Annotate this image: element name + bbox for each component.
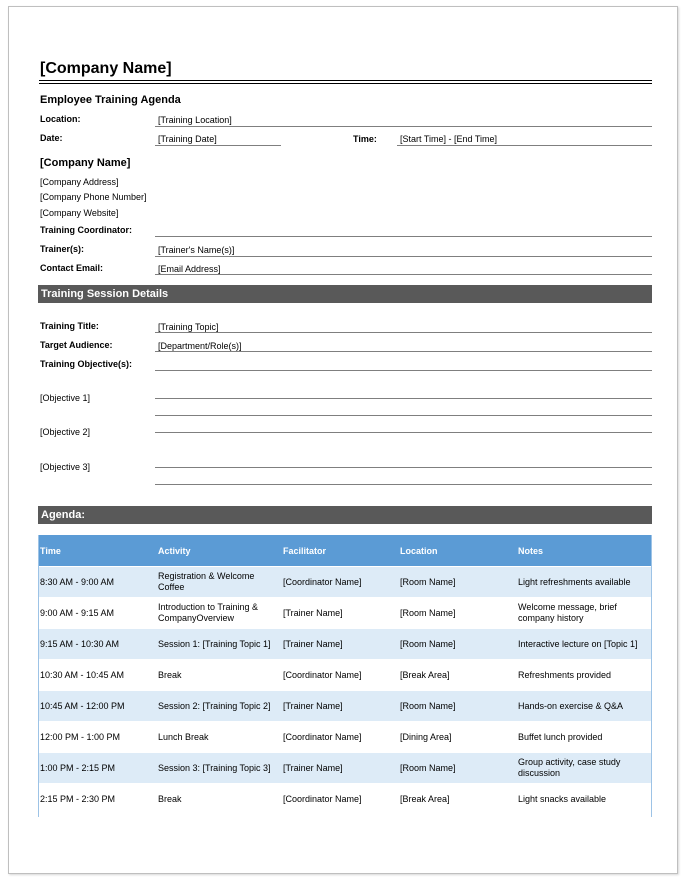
audience-value[interactable]: [Department/Role(s)]: [158, 341, 242, 351]
cell-notes[interactable]: Buffet lunch provided: [516, 722, 652, 753]
agenda-header-row: [38, 535, 652, 567]
title-rule-thick: [39, 80, 652, 81]
company-name-heading: [Company Name]: [40, 157, 131, 169]
cell-time[interactable]: 10:30 AM - 10:45 AM: [38, 660, 156, 691]
trainer-value[interactable]: [Trainer's Name(s)]: [158, 245, 235, 255]
col-header-location: Location: [398, 535, 516, 567]
cell-facilitator[interactable]: [Coordinator Name]: [281, 722, 398, 753]
objective-1-line-a: [155, 398, 652, 399]
training-title-line: [155, 332, 652, 333]
trainer-label: Trainer(s):: [40, 244, 85, 254]
audience-line: [155, 351, 652, 352]
cell-activity[interactable]: Lunch Break: [156, 722, 281, 753]
email-line: [155, 274, 652, 275]
objective-2[interactable]: [Objective 2]: [40, 427, 91, 437]
cell-activity[interactable]: Session 3: [Training Topic 3]: [156, 753, 281, 784]
location-line: [155, 126, 652, 127]
time-label: Time:: [353, 134, 377, 144]
col-header-activity: Activity: [156, 535, 281, 567]
document-subtitle: Employee Training Agenda: [40, 94, 181, 106]
date-value[interactable]: [Training Date]: [158, 134, 217, 144]
table-row: [38, 691, 652, 722]
table-row: [38, 598, 652, 629]
cell-time[interactable]: 12:00 PM - 1:00 PM: [38, 722, 156, 753]
cell-location[interactable]: [Room Name]: [398, 691, 516, 722]
company-phone[interactable]: [Company Phone Number]: [40, 192, 147, 202]
table-row: [38, 629, 652, 660]
cell-notes[interactable]: Light refreshments available: [516, 567, 652, 598]
email-value[interactable]: [Email Address]: [158, 264, 221, 274]
cell-time[interactable]: 1:00 PM - 2:15 PM: [38, 753, 156, 784]
cell-facilitator[interactable]: [Coordinator Name]: [281, 660, 398, 691]
title-rule-thin: [39, 83, 652, 84]
table-row: [38, 753, 652, 784]
email-label: Contact Email:: [40, 263, 104, 273]
cell-notes[interactable]: Light snacks available: [516, 784, 652, 815]
cell-facilitator[interactable]: [Coordinator Name]: [281, 567, 398, 598]
col-header-notes: Notes: [516, 535, 652, 567]
cell-location[interactable]: [Room Name]: [398, 629, 516, 660]
cell-activity[interactable]: Session 2: [Training Topic 2]: [156, 691, 281, 722]
cell-location[interactable]: [Break Area]: [398, 660, 516, 691]
location-value[interactable]: [Training Location]: [158, 115, 232, 125]
objective-3-line-a: [155, 467, 652, 468]
cell-facilitator[interactable]: [Trainer Name]: [281, 629, 398, 660]
cell-time[interactable]: 8:30 AM - 9:00 AM: [38, 567, 156, 598]
cell-facilitator[interactable]: [Trainer Name]: [281, 691, 398, 722]
time-value[interactable]: [Start Time] - [End Time]: [400, 134, 498, 144]
cell-location[interactable]: [Dining Area]: [398, 722, 516, 753]
trainer-line: [155, 256, 652, 257]
cell-notes[interactable]: Welcome message, brief company history: [516, 598, 652, 629]
company-name-title: [Company Name]: [40, 60, 172, 77]
training-title-value[interactable]: [Training Topic]: [158, 322, 219, 332]
training-title-label: Training Title:: [40, 321, 99, 331]
cell-time[interactable]: 9:15 AM - 10:30 AM: [38, 629, 156, 660]
company-address[interactable]: [Company Address]: [40, 177, 119, 187]
date-label: Date:: [40, 133, 63, 143]
session-details-band: Training Session Details: [38, 285, 652, 303]
company-website[interactable]: [Company Website]: [40, 208, 119, 218]
col-header-time: Time: [38, 535, 156, 567]
coordinator-label: Training Coordinator:: [40, 225, 132, 235]
cell-activity[interactable]: Registration & Welcome Coffee: [156, 567, 281, 598]
cell-activity[interactable]: Session 1: [Training Topic 1]: [156, 629, 281, 660]
table-row: [38, 784, 652, 815]
cell-facilitator[interactable]: [Trainer Name]: [281, 753, 398, 784]
agenda-band: Agenda:: [38, 506, 652, 524]
objective-3[interactable]: [Objective 3]: [40, 462, 91, 472]
col-header-facilitator: Facilitator: [281, 535, 398, 567]
cell-time[interactable]: 9:00 AM - 9:15 AM: [38, 598, 156, 629]
table-row: [38, 567, 652, 598]
cell-notes[interactable]: Hands-on exercise & Q&A: [516, 691, 652, 722]
cell-activity[interactable]: Break: [156, 784, 281, 815]
objective-1[interactable]: [Objective 1]: [40, 393, 91, 403]
cell-location[interactable]: [Break Area]: [398, 784, 516, 815]
agenda-table: [38, 535, 652, 814]
objectives-label: Training Objective(s):: [40, 359, 133, 369]
objective-2-line: [155, 432, 652, 433]
cell-notes[interactable]: Refreshments provided: [516, 660, 652, 691]
cell-location[interactable]: [Room Name]: [398, 753, 516, 784]
cell-activity[interactable]: Break: [156, 660, 281, 691]
objectives-line: [155, 370, 652, 371]
cell-notes[interactable]: Interactive lecture on [Topic 1]: [516, 629, 652, 660]
audience-label: Target Audience:: [40, 340, 113, 350]
cell-facilitator[interactable]: [Coordinator Name]: [281, 784, 398, 815]
cell-location[interactable]: [Room Name]: [398, 598, 516, 629]
cell-time[interactable]: 10:45 AM - 12:00 PM: [38, 691, 156, 722]
coordinator-line[interactable]: [155, 236, 652, 237]
cell-notes[interactable]: Group activity, case study discussion: [516, 753, 652, 784]
objective-3-line-b: [155, 484, 652, 485]
time-line: [397, 145, 652, 146]
cell-time[interactable]: 2:15 PM - 2:30 PM: [38, 784, 156, 815]
table-row: [38, 722, 652, 753]
cell-location[interactable]: [Room Name]: [398, 567, 516, 598]
cell-facilitator[interactable]: [Trainer Name]: [281, 598, 398, 629]
cell-activity[interactable]: Introduction to Training & CompanyOverview: [156, 598, 281, 629]
date-line: [155, 145, 281, 146]
table-row: [38, 660, 652, 691]
objective-1-line-b: [155, 415, 652, 416]
location-label: Location:: [40, 114, 81, 124]
